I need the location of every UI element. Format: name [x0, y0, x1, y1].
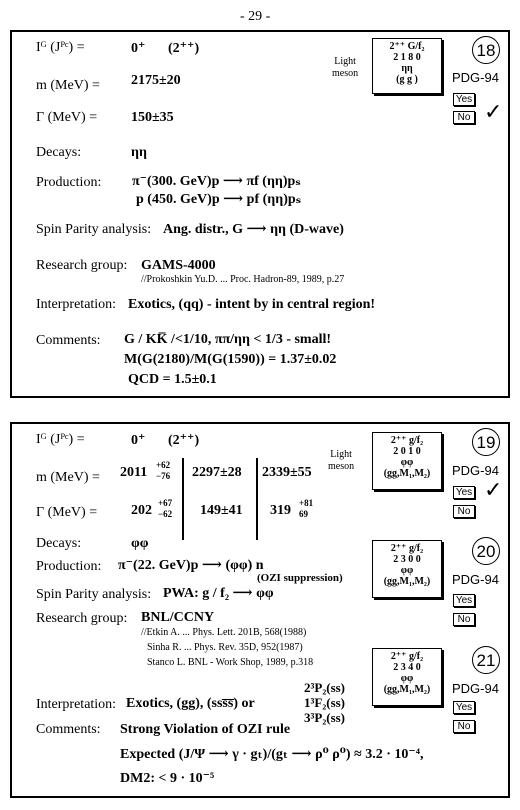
width-value-1: 202	[131, 503, 152, 518]
comment-line-3: QCD = 1.5±0.1	[128, 372, 217, 387]
spin-parity-value: PWA: g / f₂ ⟶ φφ	[163, 586, 274, 601]
pdg-label: PDG-94	[452, 463, 499, 478]
width-label: Γ (MeV) =	[36, 110, 98, 125]
mass-value: 2175±20	[131, 73, 181, 88]
decays-value: φφ	[131, 536, 149, 551]
production-label: Production:	[36, 559, 102, 574]
mass-error-1: +62 −76	[156, 460, 171, 481]
yes-button[interactable]: Yes	[453, 594, 475, 607]
meson-info-box: 2⁺⁺ G/f₂ 2 1 8 0 ηη (g g )	[372, 38, 442, 94]
ig-jpc-label: Iᴳ (Jᴾᶜ) =	[36, 40, 85, 55]
pdg-label: PDG-94	[452, 572, 499, 587]
research-group-label: Research group:	[36, 611, 128, 626]
yes-button[interactable]: Yes	[453, 486, 475, 499]
check-icon: ✓	[484, 478, 503, 503]
mass-value-2: 2297±28	[192, 465, 242, 480]
comment-line-1: Strong Violation of OZI rule	[120, 722, 291, 737]
decays-value: ηη	[131, 145, 147, 160]
interpretation-value: Exotics, (qq) - intent by in central region!	[128, 297, 376, 312]
production-value: π⁻(22. GeV)p ⟶ (φφ) n	[118, 558, 264, 573]
production-label: Production:	[36, 175, 102, 190]
page-number: - 29 -	[240, 9, 271, 24]
spin-parity-value: Ang. distr., G ⟶ ηη (D-wave)	[163, 222, 344, 237]
ig-value: 0⁺	[131, 41, 146, 56]
no-button[interactable]: No	[453, 720, 475, 733]
jpc-value: (2⁺⁺)	[168, 41, 200, 56]
check-icon: ✓	[484, 100, 503, 125]
reference-citation-1: //Etkin A. ... Phys. Lett. 201B, 568(1988)	[141, 627, 307, 638]
spin-parity-label: Spin Parity analysis:	[36, 222, 152, 237]
spin-parity-label: Spin Parity analysis:	[36, 587, 152, 602]
reference-citation-2: Sinha R. ... Phys. Rev. 35D, 952(1987)	[147, 642, 303, 653]
research-group-value: GAMS-4000	[141, 258, 216, 273]
comment-line-1: G / KK̅ /<1/10, ππ/ηη < 1/3 - small!	[124, 332, 332, 347]
entry-number-badge: 19	[472, 428, 500, 456]
ozi-suppression-note: (OZI suppression)	[257, 572, 343, 584]
mass-label: m (MeV) =	[36, 78, 100, 93]
ig-value: 0⁺	[131, 433, 146, 448]
entry-number-badge: 21	[472, 646, 500, 674]
comments-label: Comments:	[36, 333, 101, 348]
width-error-1: +67 −62	[158, 498, 173, 519]
mass-label: m (MeV) =	[36, 470, 100, 485]
interpretation-label: Interpretation:	[36, 697, 117, 712]
entry-number-badge: 20	[472, 537, 500, 565]
no-button[interactable]: No	[453, 613, 475, 626]
decays-label: Decays:	[36, 145, 82, 160]
interpretation-label: Interpretation:	[36, 297, 117, 312]
width-value-3: 319	[270, 503, 291, 518]
reference-citation-3: Stanco L. BNL - Work Shop, 1989, p.318	[147, 657, 314, 668]
mass-value-3: 2339±55	[262, 465, 312, 480]
width-value: 150±35	[131, 110, 174, 125]
entry-number-badge: 18	[472, 36, 500, 64]
meson-info-box: 2⁺⁺ g/f₂ 2 0 1 0 φφ (gg,M₁,M₂)	[372, 432, 442, 490]
production-line-2: p (450. GeV)p ⟶ pf (ηη)pₛ	[136, 192, 302, 207]
column-divider	[182, 458, 184, 540]
comment-line-3: DM2: < 9 · 10⁻⁵	[120, 771, 215, 786]
research-group-label: Research group:	[36, 258, 128, 273]
meson-info-box: 2⁺⁺ g/f₂ 2 3 0 0 φφ (gg,M₁,M₂)	[372, 540, 442, 598]
ig-jpc-label: Iᴳ (Jᴾᶜ) =	[36, 432, 85, 447]
quark-states-list: 2³P₂(ss) 1³F₂(ss) 3³P₂(ss)	[304, 680, 346, 725]
pdg-label: PDG-94	[452, 70, 499, 85]
jpc-value: (2⁺⁺)	[168, 433, 200, 448]
width-label: Γ (MeV) =	[36, 505, 98, 520]
reference-citation: //Prokoshkin Yu.D. ... Proc. Hadron-89, 1989, p.27	[141, 274, 345, 285]
comment-line-2: M(G(2180)/M(G(1590)) = 1.37±0.02	[124, 352, 337, 367]
no-button[interactable]: No	[453, 111, 475, 124]
decays-label: Decays:	[36, 536, 82, 551]
yes-button[interactable]: Yes	[453, 701, 475, 714]
interpretation-value: Exotics, (gg), (sss̅s̅) or	[126, 696, 255, 711]
light-meson-label: Light meson	[332, 56, 359, 79]
meson-info-box: 2⁺⁺ g/f₂ 2 3 4 0 φφ (gg,M₁,M₂)	[372, 648, 442, 706]
yes-button[interactable]: Yes	[453, 93, 475, 106]
pdg-label: PDG-94	[452, 681, 499, 696]
light-meson-label: Light meson	[328, 449, 355, 472]
research-group-value: BNL/CCNY	[141, 610, 215, 625]
no-button[interactable]: No	[453, 505, 475, 518]
comment-line-2: Expected (J/Ψ ⟶ γ · gₜ)/(gₜ ⟶ ρ⁰ ρ⁰) ≈ 3.2 · 10⁻⁴,	[120, 747, 424, 762]
production-line-1: π⁻(300. GeV)p ⟶ πf (ηη)pₛ	[132, 174, 301, 189]
width-error-3: +81 69	[299, 498, 314, 519]
width-value-2: 149±41	[200, 503, 243, 518]
column-divider	[256, 458, 258, 540]
mass-value-1: 2011	[120, 465, 148, 480]
comments-label: Comments:	[36, 722, 101, 737]
